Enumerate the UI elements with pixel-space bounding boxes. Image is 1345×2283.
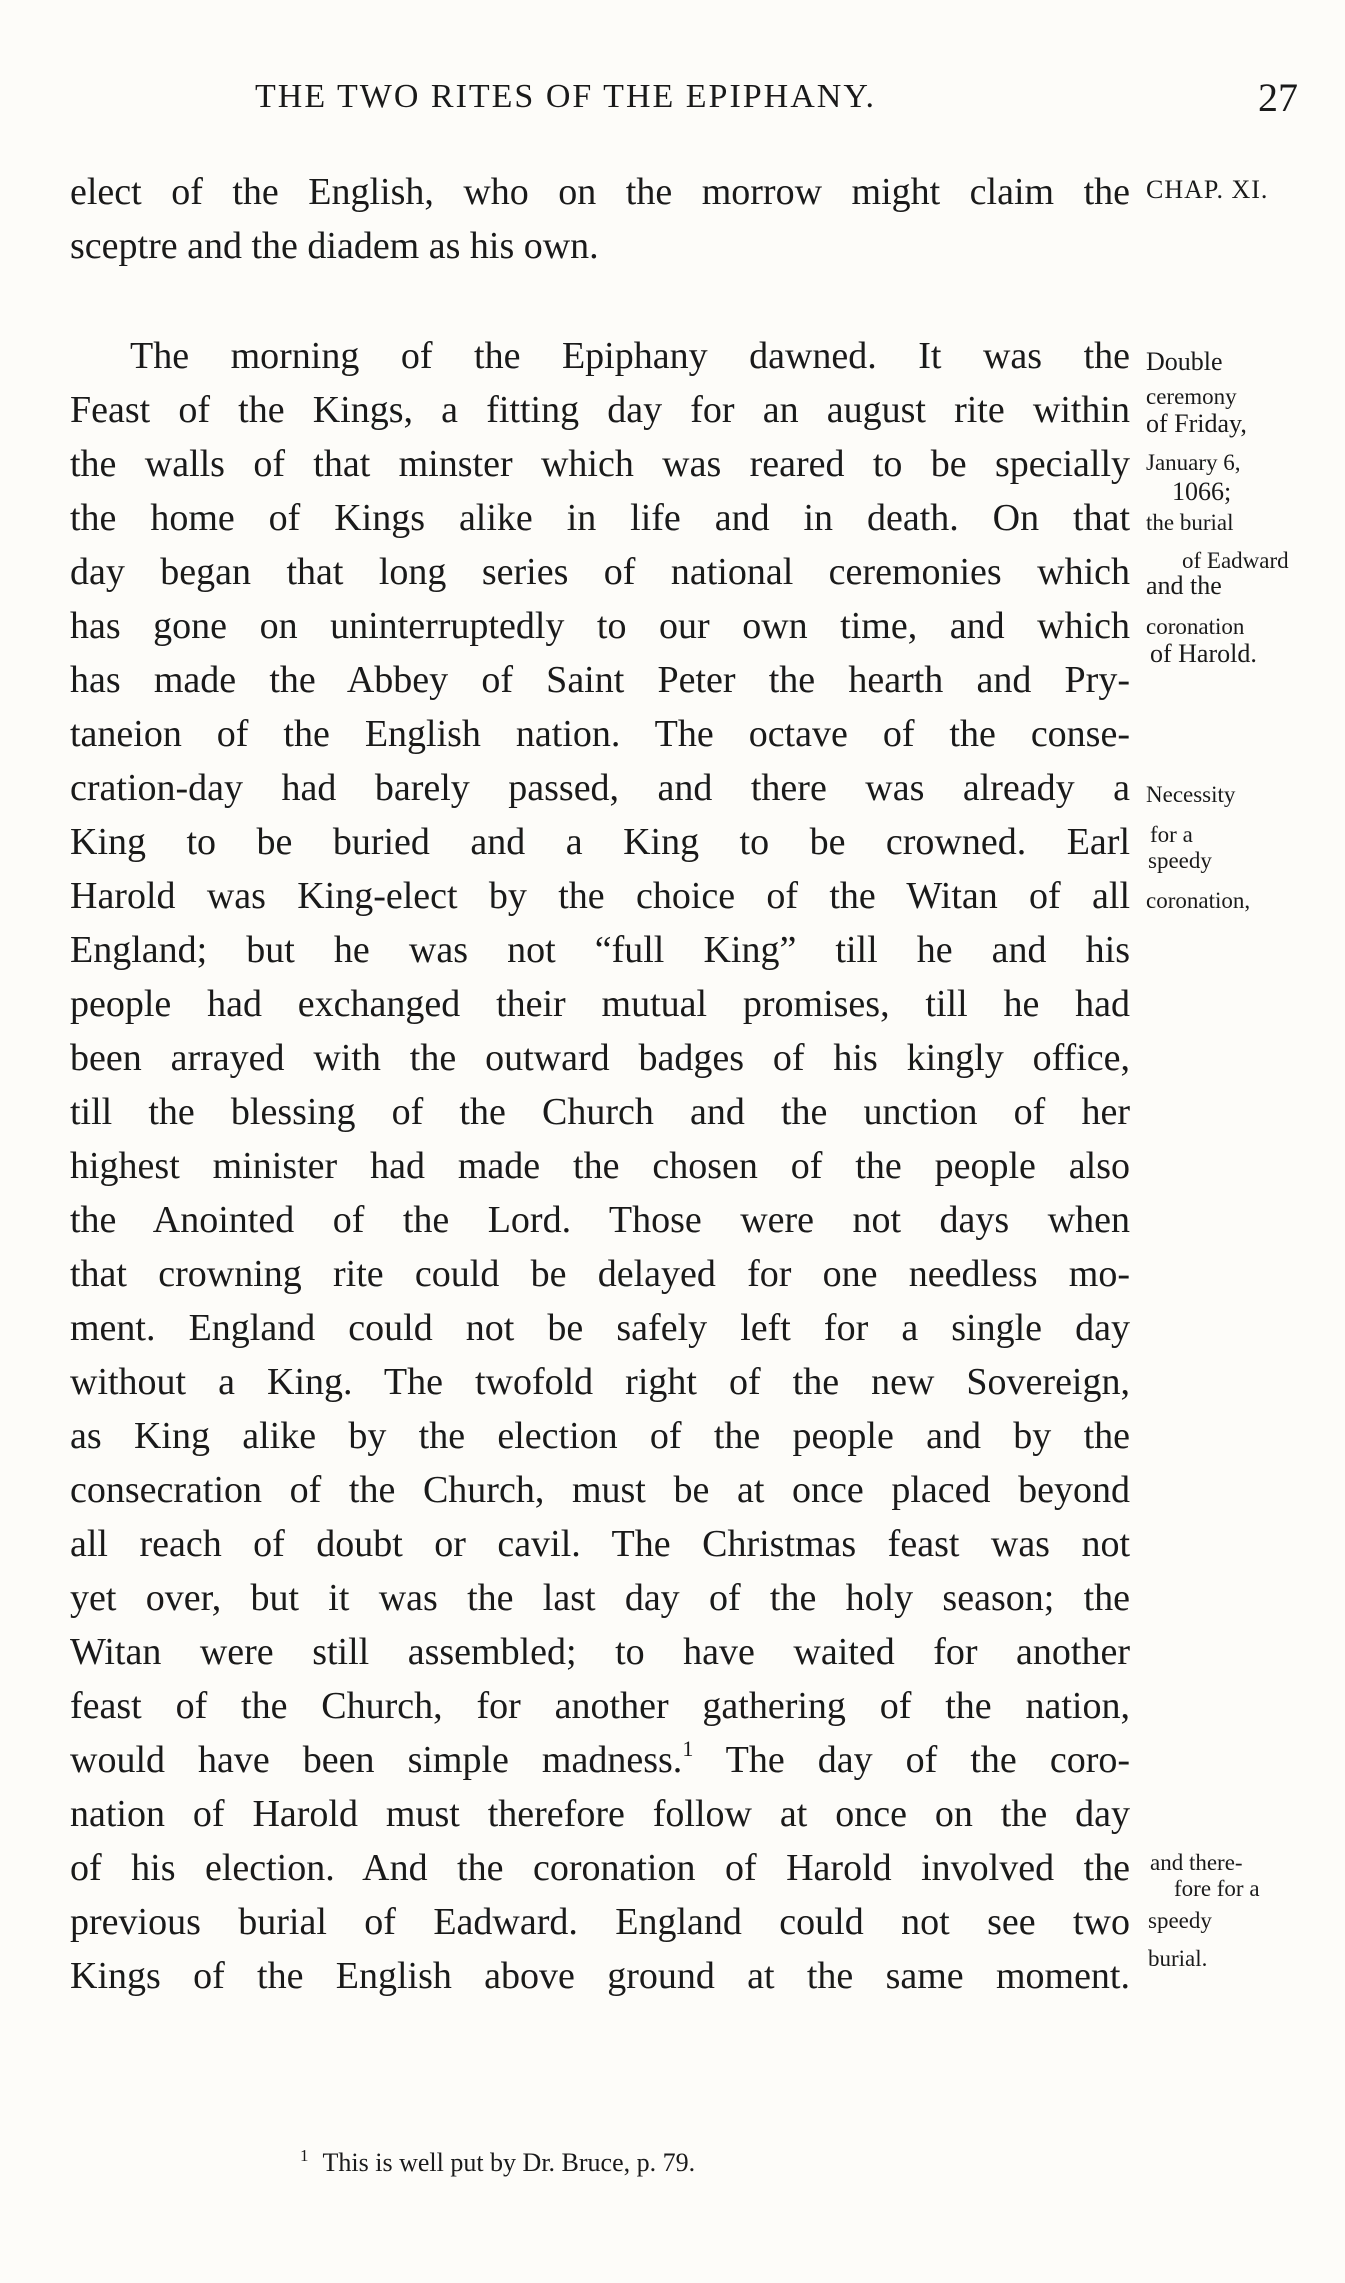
text-line: the walls of that minster which was reared to be specially <box>70 443 1130 485</box>
chapter-marker: CHAP. XI. <box>1146 175 1269 204</box>
text-line: all reach of doubt or cavil. The Christmas feast was not <box>70 1523 1130 1565</box>
text-line: sceptre and the diadem as his own. <box>70 225 599 267</box>
running-head <box>70 75 1310 128</box>
text-line: consecration of the Church, must be at once placed beyond <box>70 1469 1130 1511</box>
text-line: of his election. And the coronation of Harold involved the <box>70 1847 1130 1889</box>
margin-note-line: coronation <box>1146 614 1245 639</box>
margin-note-line: of Friday, <box>1146 409 1247 438</box>
text-line: ment. England could not be safely left for a single day <box>70 1307 1130 1349</box>
margin-note-line: ceremony <box>1146 384 1237 409</box>
running-title: THE TWO RITES OF THE EPIPHANY. <box>255 78 877 115</box>
margin-note-line: burial. <box>1148 1946 1208 1971</box>
text-line: previous burial of Eadward. England could not see two <box>70 1901 1130 1943</box>
footnote-marker: 1 <box>300 2146 309 2165</box>
page-number: 27 <box>1258 75 1298 120</box>
text-line: the Anointed of the Lord. Those were not days when <box>70 1199 1130 1241</box>
margin-note-line: Double <box>1146 347 1223 376</box>
text-line: The morning of the Epiphany dawned. It was the <box>130 335 1130 377</box>
text-line: feast of the Church, for another gathering of the nation, <box>70 1685 1130 1727</box>
text-line: King to be buried and a King to be crowned. Earl <box>70 821 1130 863</box>
text-segment: The day of the coro- <box>693 1739 1130 1781</box>
margin-note-line: and there- <box>1150 1850 1243 1875</box>
text-line: day began that long series of national ceremonies which <box>70 551 1130 593</box>
text-line: nation of Harold must therefore follow at once on the day <box>70 1793 1130 1835</box>
text-line: highest minister had made the chosen of the people also <box>70 1145 1130 1187</box>
footnote-text: This is well put by Dr. Bruce, p. 79. <box>322 2148 696 2177</box>
text-line: till the blessing of the Church and the unction of her <box>70 1091 1130 1133</box>
text-line: the home of Kings alike in life and in death. On that <box>70 497 1130 539</box>
margin-note-line: Necessity <box>1146 782 1236 807</box>
footnote <box>300 2148 695 2178</box>
text-line: cration-day had barely passed, and there was already a <box>70 767 1130 809</box>
text-line: Kings of the English above ground at the same moment. <box>70 1955 1130 1997</box>
text-segment: would have been simple madness. <box>70 1739 683 1781</box>
margin-note-line: of Harold. <box>1150 639 1257 668</box>
margin-note-line: 1066; <box>1172 477 1232 506</box>
text-line: Witan were still assembled; to have waited for another <box>70 1631 1130 1673</box>
margin-note-line: of Eadward <box>1182 548 1289 573</box>
text-line: has gone on uninterruptedly to our own time, and which <box>70 605 1130 647</box>
text-line: been arrayed with the outward badges of his kingly office, <box>70 1037 1130 1079</box>
footnote-reference[interactable]: 1 <box>682 1736 694 1761</box>
margin-note-line: the burial <box>1146 510 1234 535</box>
text-line: England; but he was not “full King” till he and his <box>70 929 1130 971</box>
text-line: yet over, but it was the last day of the holy season; the <box>70 1577 1130 1619</box>
text-line: as King alike by the election of the people and by the <box>70 1415 1130 1457</box>
margin-note-line: speedy <box>1148 1908 1212 1933</box>
margin-note-line: fore for a <box>1174 1876 1260 1901</box>
margin-note-line: speedy <box>1148 848 1212 873</box>
margin-note-line: for a <box>1150 822 1193 847</box>
text-line: has made the Abbey of Saint Peter the hearth and Pry- <box>70 659 1130 701</box>
text-line: taneion of the English nation. The octave of the conse- <box>70 713 1130 755</box>
text-line: elect of the English, who on the morrow might claim the <box>70 171 1130 213</box>
text-line <box>70 1736 1130 1784</box>
text-line: without a King. The twofold right of the new Sovereign, <box>70 1361 1130 1403</box>
margin-note-line: and the <box>1146 571 1222 600</box>
text-line: Feast of the Kings, a fitting day for an august rite within <box>70 389 1130 431</box>
text-line: Harold was King-elect by the choice of the Witan of all <box>70 875 1130 917</box>
margin-note-line: coronation, <box>1146 888 1251 913</box>
margin-note-line: January 6, <box>1146 450 1241 475</box>
text-line: people had exchanged their mutual promises, till he had <box>70 983 1130 1025</box>
text-line: that crowning rite could be delayed for one needless mo- <box>70 1253 1130 1295</box>
